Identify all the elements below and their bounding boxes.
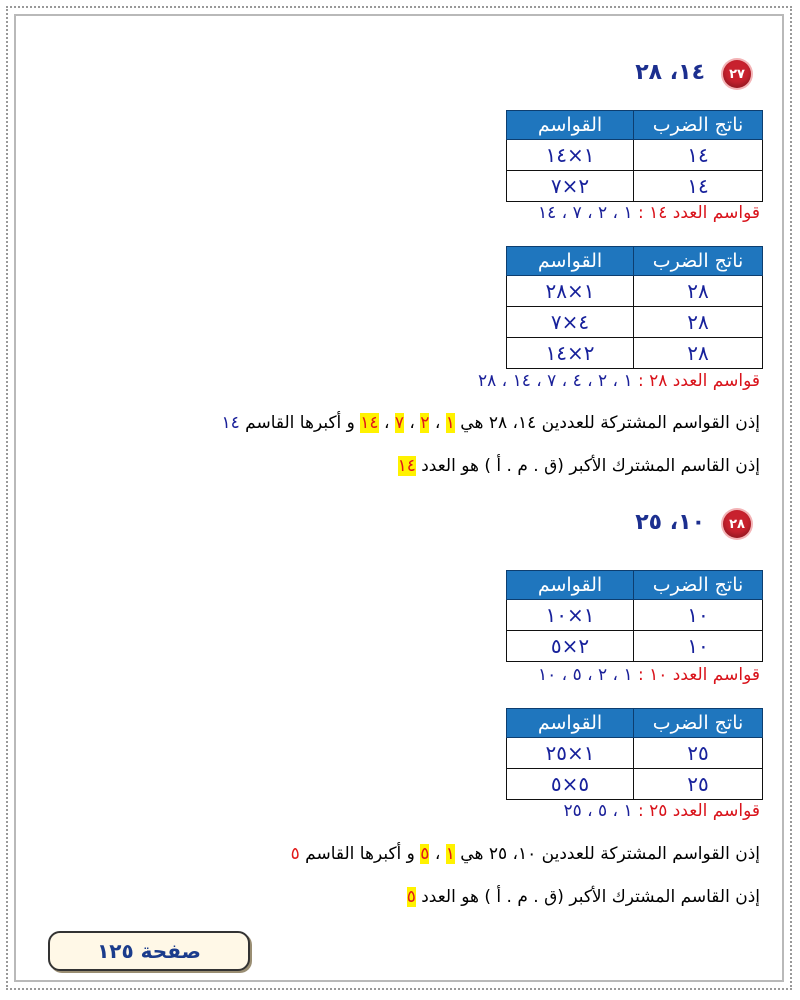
gcf-text: إذن القاسم المشترك الأكبر (ق . م . أ ) هو العدد [421, 887, 760, 907]
gcf-text: إذن القاسم المشترك الأكبر (ق . م . أ ) هو العدد [421, 456, 760, 476]
problem-number: ٢٨ [729, 516, 745, 532]
factors-cell: ١×١٠ [507, 600, 634, 631]
header-product: ناتج الضرب [634, 571, 763, 600]
divisors-label: قواسم العدد ١٠ : [637, 665, 760, 685]
factor-table [506, 570, 763, 662]
product-cell: ١٠ [634, 600, 763, 631]
common-suffix: و أكبرها القاسم [305, 844, 415, 864]
divisors-line [563, 801, 760, 821]
factor-table [506, 246, 763, 369]
table-row [507, 307, 763, 338]
factors-cell: ٢×٥ [507, 631, 634, 662]
table-row [507, 171, 763, 202]
page-number: صفحة ١٢٥ [97, 939, 201, 963]
common-divisor: ١ [445, 413, 455, 433]
table-row [507, 631, 763, 662]
divisors-line [478, 371, 760, 391]
table-row [507, 276, 763, 307]
product-cell: ٢٥ [634, 769, 763, 800]
header-product: ناتج الضرب [634, 247, 763, 276]
problem-numbers: ١٠، ٢٥ [635, 510, 705, 535]
common-prefix: إذن القواسم المشتركة للعددين ١٤، ٢٨ هي [460, 413, 760, 433]
divisors-label: قواسم العدد ٢٥ : [637, 801, 760, 821]
header-factors: القواسم [507, 247, 634, 276]
page-number-box [48, 931, 250, 971]
gcf-value: ٥ [406, 887, 416, 907]
divisors-values: ١ ، ٢ ، ٥ ، ١٠ [538, 665, 633, 685]
common-divisor: ١٤ [360, 413, 379, 433]
factor-table [506, 110, 763, 202]
header-product: ناتج الضرب [634, 111, 763, 140]
gcf-value: ١٤ [397, 456, 416, 476]
problem-number: ٢٧ [729, 66, 745, 82]
factor-table [506, 708, 763, 800]
problem-number-badge [723, 60, 751, 88]
common-suffix: و أكبرها القاسم [245, 413, 355, 433]
product-cell: ٢٥ [634, 738, 763, 769]
common-divisor: ٥ [420, 844, 430, 864]
common-divisor: ٧ [394, 413, 404, 433]
divisors-values: ١ ، ٢ ، ٧ ، ١٤ [538, 203, 633, 223]
product-cell: ٢٨ [634, 338, 763, 369]
common-divisor: ١ [445, 844, 455, 864]
divisors-values: ١ ، ٥ ، ٢٥ [563, 801, 633, 821]
divisors-line [538, 665, 760, 685]
common-divisors-line: إذن القواسم المشتركة للعددين ١٤، ٢٨ هي ١ ، ٢ ، ٧ ، ١٤ و أكبرها القاسم ١٤ [221, 413, 760, 433]
factors-cell: ٤×٧ [507, 307, 634, 338]
header-factors: القواسم [507, 709, 634, 738]
largest-value: ١٤ [221, 413, 240, 433]
common-divisors-line: إذن القواسم المشتركة للعددين ١٠، ٢٥ هي ١ ، ٥ و أكبرها القاسم ٥ [290, 844, 760, 864]
problem-number-badge [723, 510, 751, 538]
product-cell: ١٤ [634, 140, 763, 171]
factors-cell: ٢×٧ [507, 171, 634, 202]
divisors-line [538, 203, 760, 223]
factors-cell: ٥×٥ [507, 769, 634, 800]
product-cell: ١٤ [634, 171, 763, 202]
header-factors: القواسم [507, 571, 634, 600]
header-factors: القواسم [507, 111, 634, 140]
divisors-label: قواسم العدد ١٤ : [637, 203, 760, 223]
table-row [507, 600, 763, 631]
product-cell: ٢٨ [634, 276, 763, 307]
table-row [507, 140, 763, 171]
gcf-line [398, 456, 760, 476]
divisors-label: قواسم العدد ٢٨ : [637, 371, 760, 391]
common-divisor: ٢ [420, 413, 430, 433]
table-row [507, 769, 763, 800]
factors-cell: ٢×١٤ [507, 338, 634, 369]
divisors-values: ١ ، ٢ ، ٤ ، ٧ ، ١٤ ، ٢٨ [478, 371, 633, 391]
product-cell: ١٠ [634, 631, 763, 662]
product-cell: ٢٨ [634, 307, 763, 338]
factors-cell: ١×١٤ [507, 140, 634, 171]
largest-value: ٥ [290, 844, 300, 864]
factors-cell: ١×٢٨ [507, 276, 634, 307]
gcf-line [407, 887, 760, 907]
table-row [507, 338, 763, 369]
factors-cell: ١×٢٥ [507, 738, 634, 769]
problem-numbers: ١٤، ٢٨ [635, 60, 705, 85]
common-prefix: إذن القواسم المشتركة للعددين ١٠، ٢٥ هي [460, 844, 760, 864]
header-product: ناتج الضرب [634, 709, 763, 738]
table-row [507, 738, 763, 769]
